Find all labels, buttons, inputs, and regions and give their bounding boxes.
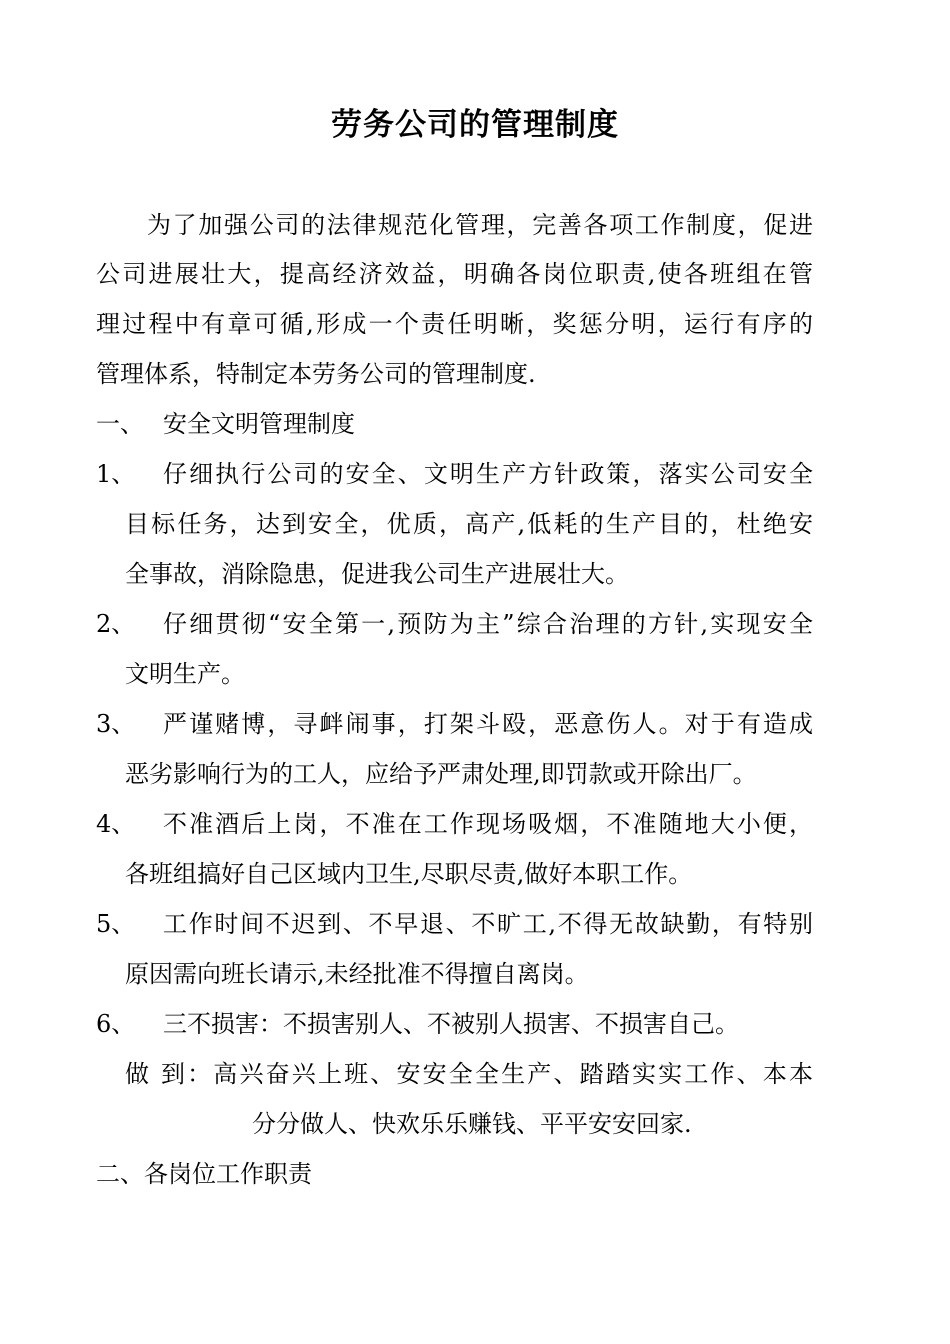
- intro-line: 为了加强公司的法律规范化管理，完善各项工作制度，促进: [147, 211, 813, 239]
- item-line: 恶劣影响行为的工人，应给予严肃处理,即罚款或开除出厂。: [125, 760, 757, 788]
- document-title: 劳务公司的管理制度: [331, 107, 619, 143]
- item-line: 全事故，消除隐患，促进我公司生产进展壮大。: [125, 560, 629, 588]
- motto-line: 做 到：高兴奋兴上班、安安全全生产、踏踏实实工作、本本: [125, 1060, 813, 1088]
- intro-line: 公司进展壮大，提高经济效益，明确各岗位职责,使各班组在管: [96, 260, 813, 288]
- item-line: 文明生产。: [125, 660, 245, 688]
- motto-line: 分分做人、快欢乐乐赚钱、平平安安回家.: [252, 1110, 692, 1138]
- intro-line: 管理体系，特制定本劳务公司的管理制度.: [96, 360, 536, 388]
- section-number: 一、: [96, 410, 144, 438]
- item-number: 1、: [96, 460, 136, 488]
- intro-line: 理过程中有章可循,形成一个责任明晰，奖惩分明，运行有序的: [96, 310, 813, 338]
- item-line: 目标任务，达到安全，优质，高产,低耗的生产目的，杜绝安: [125, 510, 813, 538]
- section-heading: 二、各岗位工作职责: [96, 1160, 312, 1188]
- item-number: 6、: [96, 1010, 136, 1038]
- item-line: 工作时间不迟到、不早退、不旷工,不得无故缺勤，有特别: [163, 910, 813, 938]
- item-number: 2、: [96, 610, 136, 638]
- item-line: 仔细贯彻“安全第一,预防为主”综合治理的方针,实现安全: [163, 610, 813, 638]
- item-line: 仔细执行公司的安全、文明生产方针政策，落实公司安全: [163, 460, 813, 488]
- section-heading: 安全文明管理制度: [163, 410, 355, 438]
- item-line: 各班组搞好自己区域内卫生,尽职尽责,做好本职工作。: [125, 860, 693, 888]
- item-line: 严谨赌博，寻衅闹事，打架斗殴，恶意伤人。对于有造成: [163, 710, 813, 738]
- item-line: 三不损害：不损害别人、不被别人损害、不损害自己。: [163, 1010, 739, 1038]
- item-number: 3、: [96, 710, 136, 738]
- item-line: 原因需向班长请示,未经批准不得擅自离岗。: [125, 960, 589, 988]
- item-line: 不准酒后上岗，不准在工作现场吸烟，不准随地大小便，: [163, 810, 813, 838]
- item-number: 5、: [96, 910, 136, 938]
- item-number: 4、: [96, 810, 136, 838]
